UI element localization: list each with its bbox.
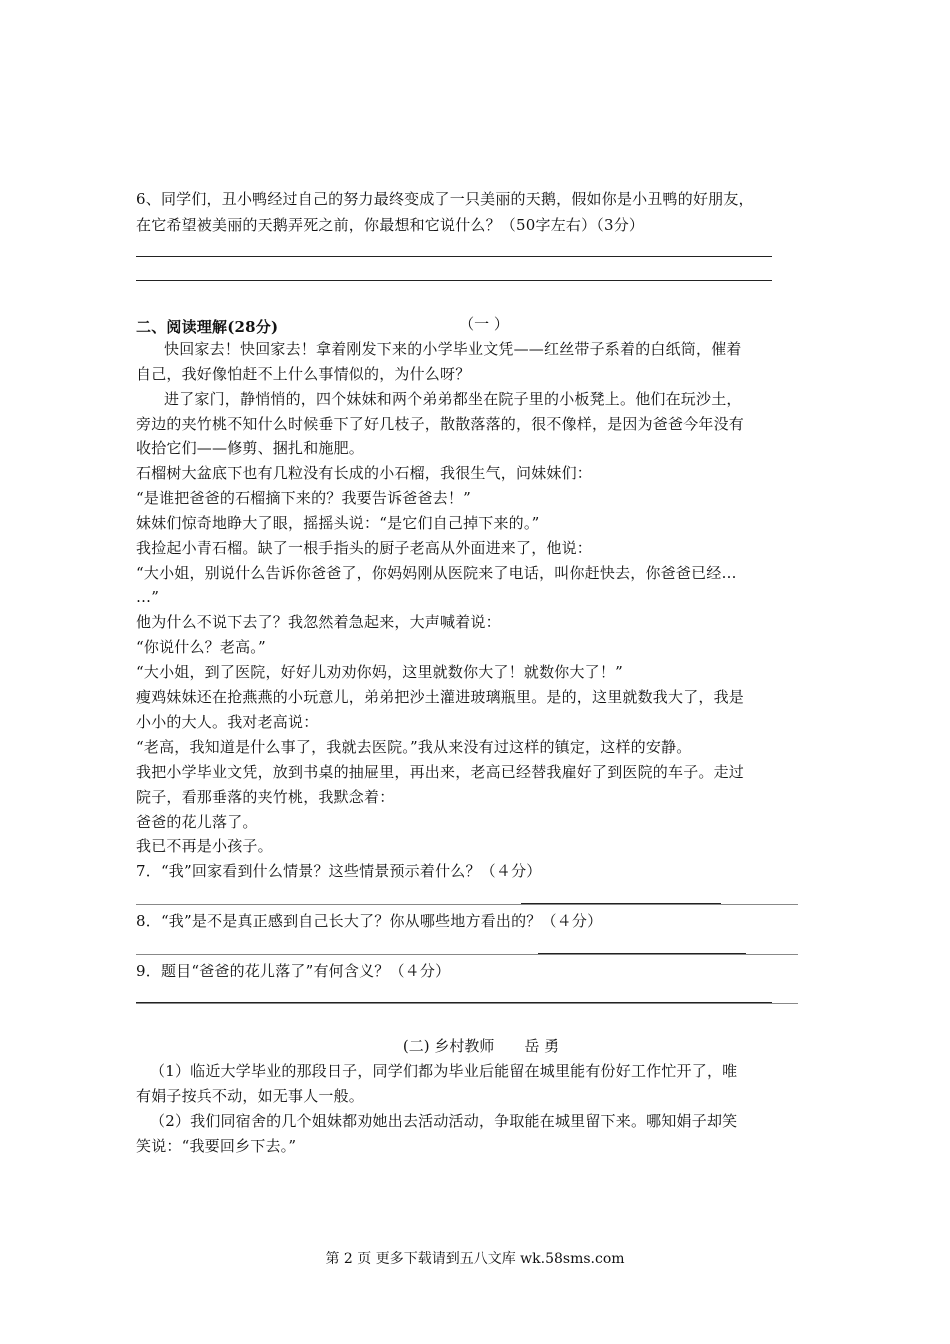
page-footer: 第 2 页 更多下载请到五八文库 wk.58sms.com	[325, 1251, 625, 1267]
passage-line: 旁边的夹竹桃不知什么时候垂下了好几枝子，散散落落的，很不像样，是因为爸爸今年没有	[136, 415, 745, 433]
passage-line: 妹妹们惊奇地睁大了眼，摇摇头说：“是它们自己掉下来的。”	[136, 514, 540, 532]
section-heading: 二、阅读理解(28分)	[136, 318, 279, 336]
passage-line: “你说什么？老高。”	[136, 638, 266, 656]
question-7: 7．“我”回家看到什么情景？这些情景预示着什么？（４分）	[136, 862, 542, 880]
part-two-title: (二) 乡村教师 岳 勇	[402, 1037, 560, 1055]
answer-line	[538, 953, 746, 954]
question-9: 9．题目“爸爸的花儿落了”有何含义？（４分）	[136, 962, 451, 980]
passage-line: 收拾它们——修剪、捆扎和施肥。	[136, 439, 365, 457]
passage-line: 笑说：“我要回乡下去。”	[136, 1137, 297, 1155]
passage-line: 院子，看那垂落的夹竹桃，我默念着：	[136, 788, 395, 806]
passage-line: 快回家去！快回家去！拿着刚发下来的小学毕业文凭——红丝带子系着的白纸筒，催着	[164, 340, 742, 358]
answer-line	[136, 256, 772, 257]
passage-line: “是谁把爸爸的石榴摘下来的？我要告诉爸爸去！”	[136, 489, 471, 507]
answer-line	[136, 904, 798, 905]
passage-line: 我把小学毕业文凭，放到书桌的抽屉里，再出来，老高已经替我雇好了到医院的车子。走过	[136, 763, 745, 781]
answer-line	[521, 903, 721, 904]
question-8: 8．“我”是不是真正感到自己长大了？你从哪些地方看出的？（４分）	[136, 912, 603, 930]
passage-line: …”	[136, 588, 160, 606]
passage-line: “大小姐，别说什么告诉你爸爸了，你妈妈刚从医院来了电话，叫你赶快去，你爸爸已经…	[136, 564, 737, 582]
passage-line: （1）临近大学毕业的那段日子，同学们都为毕业后能留在城里能有份好工作忙开了，唯	[150, 1062, 738, 1080]
question-6-line-2: 在它希望被美丽的天鹅弄死之前，你最想和它说什么？（50字左右）（3分）	[136, 216, 645, 234]
passage-line: 爸爸的花儿落了。	[136, 813, 258, 831]
passage-line: 瘦鸡妹妹还在抢燕燕的小玩意儿，弟弟把沙土灌进玻璃瓶里。是的，这里就数我大了，我是	[136, 688, 745, 706]
answer-line	[136, 954, 798, 955]
passage-line: 有娟子按兵不动，如无事人一般。	[136, 1087, 365, 1105]
passage-line: （2）我们同宿舍的几个姐妹都劝她出去活动活动，争取能在城里留下来。哪知娟子却笑	[150, 1112, 738, 1130]
passage-line: “大小姐，到了医院，好好儿劝劝你妈，这里就数你大了！就数你大了！”	[136, 663, 623, 681]
answer-line	[136, 1003, 798, 1004]
passage-line: 我已不再是小孩子。	[136, 837, 273, 855]
part-one-label: （一 ）	[459, 315, 509, 333]
passage-line: 进了家门，静悄悄的，四个妹妹和两个弟弟都坐在院子里的小板凳上。他们在玩沙土，	[164, 390, 742, 408]
answer-line	[136, 280, 772, 281]
question-6-line-1: 6、同学们，丑小鸭经过自己的努力最终变成了一只美丽的天鹅，假如你是小丑鸭的好朋友，	[136, 190, 754, 208]
passage-line: 小小的大人。我对老高说：	[136, 713, 319, 731]
passage-line: 石榴树大盆底下也有几粒没有长成的小石榴，我很生气，问妹妹们：	[136, 464, 593, 482]
passage-line: 他为什么不说下去了？我忽然着急起来，大声喊着说：	[136, 613, 501, 631]
passage-line: “老高，我知道是什么事了，我就去医院。”我从来没有过这样的镇定，这样的安静。	[136, 738, 692, 756]
passage-line: 我捡起小青石榴。缺了一根手指头的厨子老高从外面进来了，他说：	[136, 539, 593, 557]
passage-line: 自己，我好像怕赶不上什么事情似的，为什么呀？	[136, 365, 471, 383]
answer-line	[136, 1002, 772, 1003]
